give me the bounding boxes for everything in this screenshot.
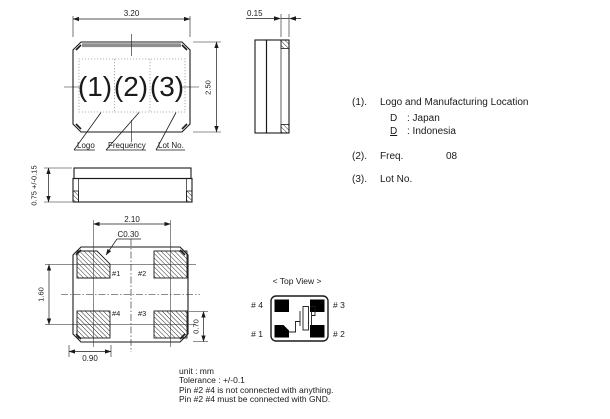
castellation-hatch-right — [187, 191, 193, 202]
castellation-hatch-bottom — [281, 125, 289, 134]
castellation-hatch-left — [73, 191, 79, 202]
schematic-title: < Top View > — [272, 275, 322, 286]
legend-item3-label: Lot No. — [380, 174, 413, 185]
bottom-view — [45, 220, 208, 357]
label-frequency: Frequency — [108, 141, 146, 150]
schematic-pin-2-label: # 2 — [333, 329, 345, 339]
front-view — [44, 168, 192, 202]
bottom-view-pin-4: #4 — [112, 308, 121, 318]
legend-item1-text: Logo and Manufacturing Location — [380, 97, 529, 108]
dim-body-height: 0.75 +/-0.15 — [29, 164, 39, 206]
note-pin-nc: Pin #2 #4 is not connected with anything. — [179, 384, 334, 395]
dim-pad-pitch-x: 2.10 — [124, 214, 140, 224]
side-view — [246, 14, 301, 133]
legend-item2-label: Freq. — [380, 151, 404, 162]
legend-item3-index: (3). — [352, 174, 367, 185]
legend-item2-index: (2). — [352, 151, 367, 162]
dim-pad-pitch-y: 1.60 — [36, 287, 46, 302]
dim-lid-thickness: 0.15 — [247, 9, 263, 18]
schematic-top-view — [271, 296, 328, 341]
bottom-view-pin-1: #1 — [112, 268, 121, 278]
label-lot-no: Lot No. — [158, 141, 184, 150]
legend-indonesia-code: D — [390, 125, 398, 137]
marking-1: (1) — [77, 71, 113, 102]
legend-freq-value: 08 — [446, 151, 458, 162]
pad-1-hatched — [77, 251, 110, 278]
label-logo: Logo — [77, 141, 95, 150]
schematic-pad-2 — [310, 325, 325, 338]
pad-3-hatched — [154, 311, 187, 338]
note-pin-gnd: Pin #2 #4 must be connected with GND. — [179, 394, 331, 404]
dim-top-width: 3.20 — [123, 9, 140, 18]
castellation-hatch-top — [281, 40, 289, 49]
bottom-view-pin-3: #3 — [138, 308, 147, 318]
schematic-pin-4-label: # 4 — [251, 300, 263, 310]
schematic-pin-1-label: # 1 — [251, 329, 263, 339]
legend-japan-code: D — [390, 112, 398, 124]
bottom-view-pin-2: #2 — [138, 268, 147, 278]
legend-item1-index: (1). — [352, 97, 367, 108]
note-tolerance: Tolerance : +/-0.1 — [179, 375, 245, 385]
dim-pad-height: 0.70 — [191, 319, 200, 334]
note-unit: unit : mm — [179, 365, 214, 376]
marking-3: (3) — [149, 71, 185, 102]
dim-top-height: 2.50 — [203, 80, 213, 95]
marking-2: (2) — [113, 71, 149, 102]
legend-japan-desc: : Japan — [407, 112, 440, 124]
schematic-pad-1 — [275, 325, 290, 338]
schematic-pin-3-label: # 3 — [333, 300, 345, 310]
dim-chamfer: C0.30 — [117, 229, 139, 239]
schematic-pad-4 — [275, 300, 290, 313]
dim-pad-width: 0.90 — [82, 354, 98, 363]
pad-2-hatched — [154, 251, 187, 278]
legend-indonesia-desc: : Indonesia — [407, 125, 456, 137]
schematic-pad-3 — [310, 300, 325, 313]
pad-4-hatched — [77, 311, 110, 338]
